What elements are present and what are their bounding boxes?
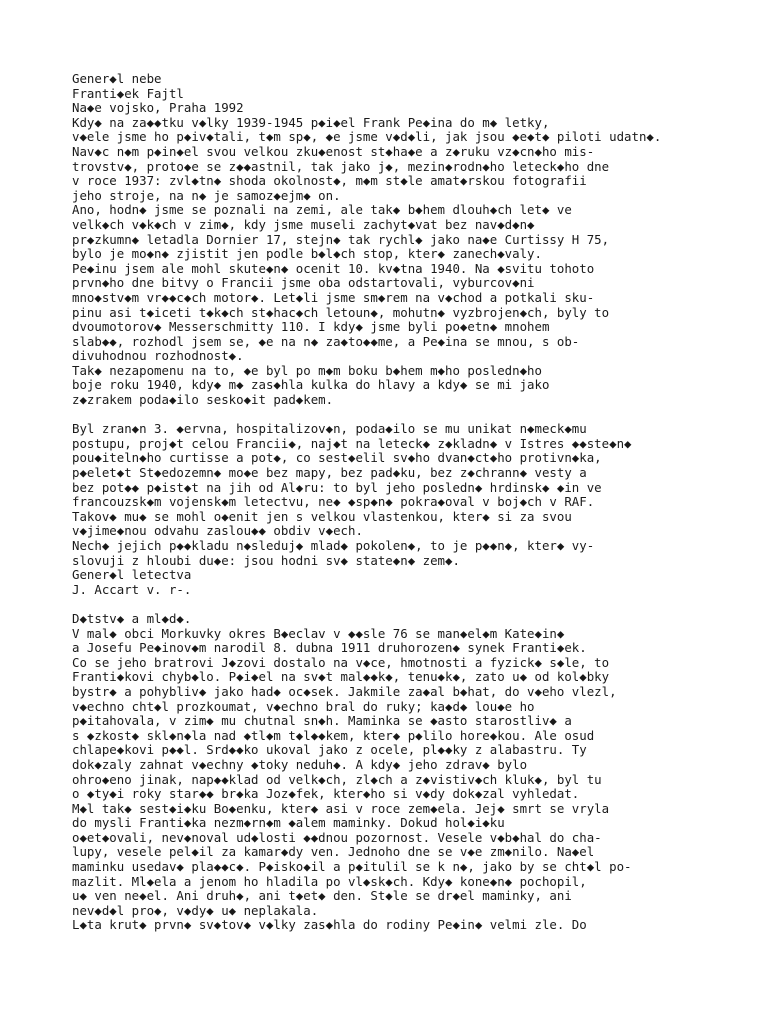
text-line: s ◆zkost◆ skl◆n◆la nad ◆tl◆m t◆l◆◆kem, kter◆ p◆lilo hore◆kou. Ale osud — [72, 728, 595, 743]
text-line: Nav◆c n◆m p◆in◆el svou velkou zku◆enost st◆ha◆e a z◆ruku vz◆cn◆ho mis- — [72, 144, 595, 159]
text-line: Gener◆l letectva — [72, 568, 192, 583]
text-line: pinu asi t◆iceti t◆k◆ch st◆hac◆ch letoun◆, mohutn◆ vyzbrojen◆ch, byly to — [72, 305, 610, 320]
text-line: slab◆◆, rozhodl jsem se, ◆e na n◆ za◆to◆◆me, a Pe◆ina se mnou, s ob- — [72, 334, 580, 349]
text-line: Pe◆inu jsem ale mohl skute◆n◆ ocenit 10. kv◆tna 1940. Na ◆svitu tohoto — [72, 261, 595, 276]
text-line: v roce 1937: zvl◆tn◆ shoda okolnost◆, m◆m st◆le amat◆rskou fotografii — [72, 174, 587, 189]
text-line: Gener◆l nebe — [72, 72, 162, 86]
text-line: pou◆iteln◆ho curtisse a pot◆, co sest◆elil sv◆ho dvan◆ct◆ho protivn◆ka, — [72, 451, 602, 466]
text-line: boje roku 1940, kdy◆ m◆ zas◆hla kulka do hlavy a kdy◆ se mi jako — [72, 378, 550, 393]
paragraph-p3 — [72, 612, 752, 933]
text-line: u◆ ven ne◆el. Ani druh◆, ani t◆et◆ den. St◆le se dr◆el maminky, ani — [72, 889, 572, 904]
text-line: dvoumotorov◆ Messerschmitty 110. I kdy◆ jsme byli po◆etn◆ mnohem — [72, 320, 550, 335]
text-line: L◆ta krut◆ prvn◆ sv◆tov◆ v◆lky zas◆hla do rodiny Pe◆in◆ velmi zle. Do — [72, 918, 587, 933]
paragraph-p2 — [72, 422, 752, 597]
text-line: M◆l tak◆ sest◆i◆ku Bo◆enku, kter◆ asi v roce zem◆ela. Jej◆ smrt se vryla — [72, 801, 610, 816]
text-line: chlape◆kovi p◆◆l. Srd◆◆ko ukoval jako z ocele, pl◆◆ky z alabastru. Ty — [72, 743, 587, 758]
text-line: Franti◆ek Fajtl — [72, 86, 184, 101]
text-line: Byl zran◆n 3. ◆ervna, hospitalizov◆n, poda◆ilo se mu unikat n◆meck◆mu — [72, 422, 587, 437]
text-line: v◆jime◆nou odvahu zaslou◆◆ obdiv v◆ech. — [72, 524, 363, 539]
text-line: jeho stroje, na n◆ je samoz◆ejm◆ on. — [72, 188, 341, 203]
document-text-body — [72, 72, 752, 933]
text-line: Takov◆ mu◆ se mohl o◆enit jen s velkou vlastenkou, kter◆ si za svou — [72, 509, 572, 524]
text-line: D◆tstv◆ a ml◆d◆. — [72, 611, 192, 626]
text-line: mno◆stv◆m vr◆◆c◆ch motor◆. Let◆li jsme sm◆rem na v◆chod a potkali sku- — [72, 290, 595, 305]
text-line: postupu, proj◆t celou Francii◆, naj◆t na leteck◆ z◆kladn◆ v Istres ◆◆ste◆n◆ — [72, 436, 632, 451]
text-line: p◆elet◆t St◆edozemn◆ mo◆e bez mapy, bez pad◆ku, bez z◆chrann◆ vesty a — [72, 466, 587, 481]
text-line: maminku usedav◆ pla◆◆c◆. P◆isko◆il a p◆itulil se k n◆, jako by se cht◆l po- — [72, 860, 632, 875]
text-line: J. Accart v. r-. — [72, 582, 192, 597]
text-line: V mal◆ obci Morkuvky okres B◆eclav v ◆◆sle 76 se man◆el◆m Kate◆in◆ — [72, 626, 565, 641]
text-line: slovuji z hloubi du◆e: jsou hodni sv◆ state◆n◆ zem◆. — [72, 553, 460, 568]
text-line: francouzsk◆m vojensk◆m letectvu, ne◆ ◆sp◆n◆ pokra◆oval v boj◆ch v RAF. — [72, 495, 595, 510]
text-line: dok◆zaly zahnat v◆echny ◆toky neduh◆. A kdy◆ jeho zdrav◆ bylo — [72, 757, 528, 772]
document-page — [72, 72, 752, 933]
text-line: o ◆ty◆i roky star◆◆ br◆ka Joz◆fek, kter◆ho si v◆dy dok◆zal vyhledat. — [72, 787, 580, 802]
text-line: nev◆d◆l pro◆, v◆dy◆ u◆ neplakala. — [72, 903, 319, 918]
text-line: pr◆zkumn◆ letadla Dornier 17, stejn◆ tak rychl◆ jako na◆e Curtissy H 75, — [72, 232, 610, 247]
text-line: mazlit. Ml◆ela a jenom ho hladila po vl◆sk◆ch. Kdy◆ kone◆n◆ pochopil, — [72, 874, 587, 889]
text-line: velk◆ch v◆k◆ch v zim◆, kdy jsme museli zachyt◆vat bez nav◆d◆n◆ — [72, 217, 535, 232]
text-line: o◆et◆ovali, nev◆noval ud◆losti ◆◆dnou pozornost. Vesele v◆b◆hal do cha- — [72, 830, 602, 845]
text-line: p◆itahovala, v zim◆ mu chutnal sn◆h. Maminka se ◆asto starostliv◆ a — [72, 714, 572, 729]
text-line: bylo je mo◆n◆ zjistit jen podle b◆l◆ch stop, kter◆ zanech◆valy. — [72, 247, 542, 262]
text-line: Franti◆kovi chyb◆lo. P◆i◆el na sv◆t mal◆◆k◆, tenu◆k◆, zato u◆ od kol◆bky — [72, 670, 610, 685]
text-line: prvn◆ho dne bitvy o Francii jsme oba odstartovali, vyburcov◆ni — [72, 276, 535, 291]
text-line: divuhodnou rozhodnost◆. — [72, 349, 244, 364]
text-line: Tak◆ nezapomenu na to, ◆e byl po m◆m boku b◆hem m◆ho posledn◆ho — [72, 363, 542, 378]
text-line: bez pot◆◆ p◆ist◆t na jih od Al◆ru: to byl jeho posledn◆ hrdinsk◆ ◆in ve — [72, 480, 602, 495]
text-line: a Josefu Pe◆inov◆m narodil 8. dubna 1911 druhorozen◆ synek Franti◆ek. — [72, 641, 587, 656]
text-line: do mysli Franti◆ka nezm◆rn◆m ◆alem maminky. Dokud hol◆i◆ku — [72, 816, 505, 831]
text-line: trovstv◆, proto◆e se z◆◆astnil, tak jako j◆, mezin◆rodn◆ho leteck◆ho dne — [72, 159, 610, 174]
text-line: bystr◆ a pohybliv◆ jako had◆ oc◆sek. Jakmile za◆al b◆hat, do v◆eho vlezl, — [72, 684, 617, 699]
text-line: ohro◆eno jinak, nap◆◆klad od velk◆ch, zl◆ch a z◆vistiv◆ch kluk◆, byl tu — [72, 772, 602, 787]
paragraph-p1 — [72, 72, 752, 408]
text-line: Nech◆ jejich p◆◆kladu n◆sleduj◆ mlad◆ pokolen◆, to je p◆◆n◆, kter◆ vy- — [72, 539, 595, 553]
text-line: Na◆e vojsko, Praha 1992 — [72, 101, 244, 116]
text-line: z◆zrakem poda◆ilo sesko◆it pad◆kem. — [72, 393, 334, 408]
text-line: Co se jeho bratrovi J◆zovi dostalo na v◆ce, hmotnosti a fyzick◆ s◆le, to — [72, 655, 610, 670]
paragraph-gap — [72, 597, 752, 612]
text-line: v◆echno cht◆l prozkoumat, v◆echno bral do ruky; ka◆d◆ lou◆e ho — [72, 699, 535, 714]
text-line: Kdy◆ na za◆◆tku v◆lky 1939-1945 p◆i◆el Frank Pe◆ina do m◆ letky, — [72, 115, 550, 130]
text-line: lupy, vesele pel◆il za kamar◆dy ven. Jednoho dne se v◆e zm◆nilo. Na◆el — [72, 845, 595, 860]
text-line: v◆ele jsme ho p◆iv◆tali, t◆m sp◆, ◆e jsme v◆d◆li, jak jsou ◆e◆t◆ piloti udatn◆. — [72, 130, 662, 145]
text-line: Ano, hodn◆ jsme se poznali na zemi, ale tak◆ b◆hem dlouh◆ch let◆ ve — [72, 203, 572, 218]
paragraph-gap — [72, 408, 752, 423]
